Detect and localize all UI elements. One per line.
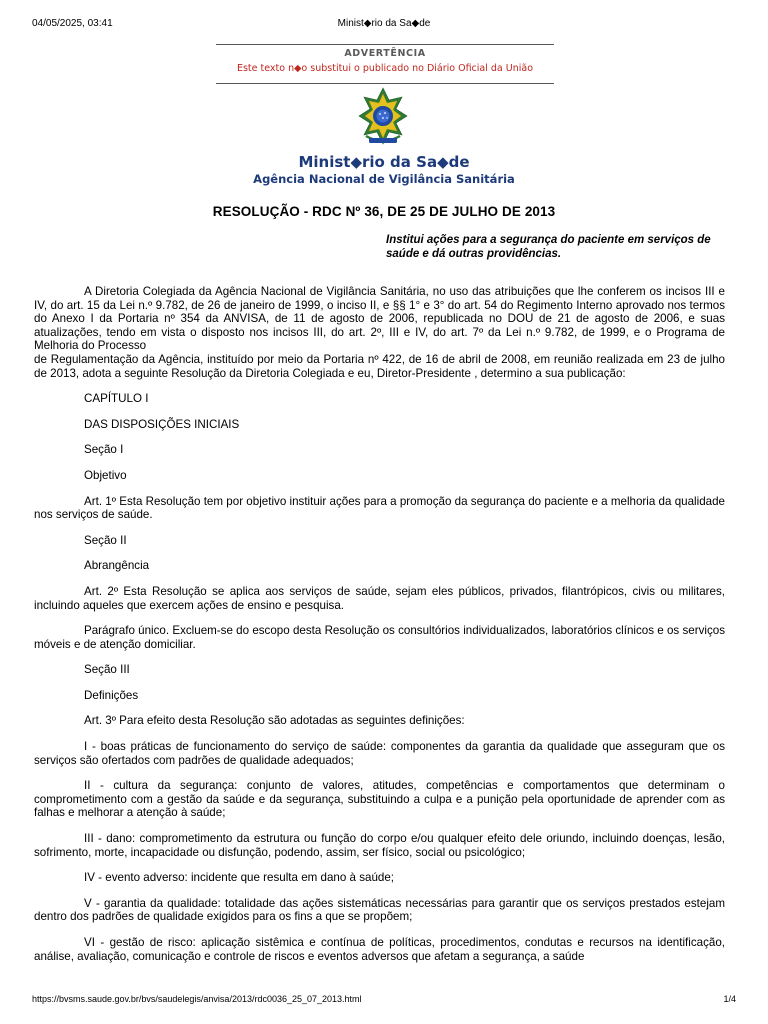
resolution-ementa: Institui ações para a segurança do paciente em serviços de saúde e dá outras providências. xyxy=(386,234,711,260)
document-body xyxy=(34,285,725,963)
definition-item: I - boas práticas de funcionamento do serviço de saúde: componentes da garantia da qualidade que asseguram que os serviços são ofertados com padrões de qualidade adequados; xyxy=(34,740,725,767)
definition-item: III - dano: comprometimento da estrutura ou função do corpo e/ou qualquer efeito dele oriundo, incluindo doenças, lesão, sofrimento, morte, incapacidade ou disfunção, podendo, assim, ser físico, social ou psicológico; xyxy=(34,832,725,859)
paragrafo-unico: Parágrafo único. Excluem-se do escopo desta Resolução os consultórios individualizados, laboratórios clínicos e os serviços móveis e de atenção domiciliar. xyxy=(34,624,725,651)
agency-name: Agência Nacional de Vigilância Sanitária xyxy=(253,172,515,186)
section-title: Objetivo xyxy=(84,468,127,482)
definition-item: VI - gestão de risco: aplicação sistêmica e contínua de políticas, procedimentos, condutas e recursos na identificação, análise, avaliação, comunicação e controle de riscos e eventos adversos que afetam a segurança, a saúde xyxy=(34,936,725,963)
print-header xyxy=(32,18,736,32)
preamble-paragraph-1: A Diretoria Colegiada da Agência Nacional de Vigilância Sanitária, no uso das atribuições que lhe conferem os incisos III e IV, do art. 15 da Lei n.º 9.782, de 26 de janeiro de 1999, o inciso II, e §§ 1° e 3° do art. 54 do Regimento Interno aprovado nos termos do Anexo I da Portaria nº 354 da ANVISA, de 11 de agosto de 2006, republicada no DOU de 21 de agosto de 2006, e suas atualizações, tendo em vista o disposto nos incisos III, do art. 2º, III e IV, do art. 7º da Lei n.º 9.782, de 1999, e o Programa de Melhoria do Processo xyxy=(34,285,725,353)
section-title: Abrangência xyxy=(84,559,150,573)
section-heading: Seção II xyxy=(84,533,127,547)
article-2: Art. 2º Esta Resolução se aplica aos serviços de saúde, sejam eles públicos, privados, filantrópicos, civis ou militares, incluindo aqueles que exercem ações de ensino e pesquisa. xyxy=(34,584,725,612)
preamble-paragraph-2: de Regulamentação da Agência, instituído por meio da Portaria nº 422, de 16 de abril de 2008, em reunião realizada em 23 de julho de 2013, adota a seguinte Resolução da Diretoria Colegiada e eu, Diretor-Presidente , determino a sua publicação: xyxy=(34,352,725,380)
article-3: Art. 3º Para efeito desta Resolução são adotadas as seguintes definições: xyxy=(84,714,465,728)
ministry-name: Minist◆rio da Sa◆de xyxy=(298,153,470,171)
resolution-title: RESOLUÇÃO - RDC Nº 36, DE 25 DE JULHO DE 2013 xyxy=(212,204,556,219)
warning-title: ADVERTÊNCIA xyxy=(344,48,426,59)
article-1: Art. 1º Esta Resolução tem por objetivo instituir ações para a promoção da segurança do paciente e a melhoria da qualidade nos serviços de saúde. xyxy=(34,494,725,522)
ministry-heading xyxy=(200,153,568,186)
brazil-coat-of-arms-icon xyxy=(356,86,410,148)
print-page-title: Minist◆rio da Sa◆de xyxy=(337,18,431,29)
warning-text: Este texto n◆o substitui o publicado no Diário Oficial da União xyxy=(236,63,534,74)
print-footer xyxy=(32,994,736,1008)
definition-item: IV - evento adverso: incidente que resulta em dano à saúde; xyxy=(84,871,395,885)
page-number: 1/4 xyxy=(723,994,736,1004)
definition-item: V - garantia da qualidade: totalidade das ações sistemáticas necessárias para garantir que os serviços prestados estejam dentro dos padrões de qualidade exigidos para os fins a que se propõem; xyxy=(34,896,725,924)
section-title: Definições xyxy=(84,688,139,702)
chapter-heading: CAPÍTULO I xyxy=(84,392,149,406)
section-heading: Seção I xyxy=(84,443,124,457)
warning-box xyxy=(216,44,554,84)
print-url: https://bvsms.saude.gov.br/bvs/saudelegis/anvisa/2013/rdc0036_25_07_2013.html xyxy=(32,994,362,1004)
section-heading: Seção III xyxy=(84,663,130,677)
chapter-title: DAS DISPOSIÇÕES INICIAIS xyxy=(84,417,240,431)
print-datetime: 04/05/2025, 03:41 xyxy=(32,18,113,29)
definition-item: II - cultura da segurança: conjunto de valores, atitudes, competências e comportamentos que determinam o comprometimento com a gestão da saúde e da segurança, substituindo a culpa e a punição pela oportunidade de aprender com as falhas e melhorar a atenção à saúde; xyxy=(34,779,725,820)
